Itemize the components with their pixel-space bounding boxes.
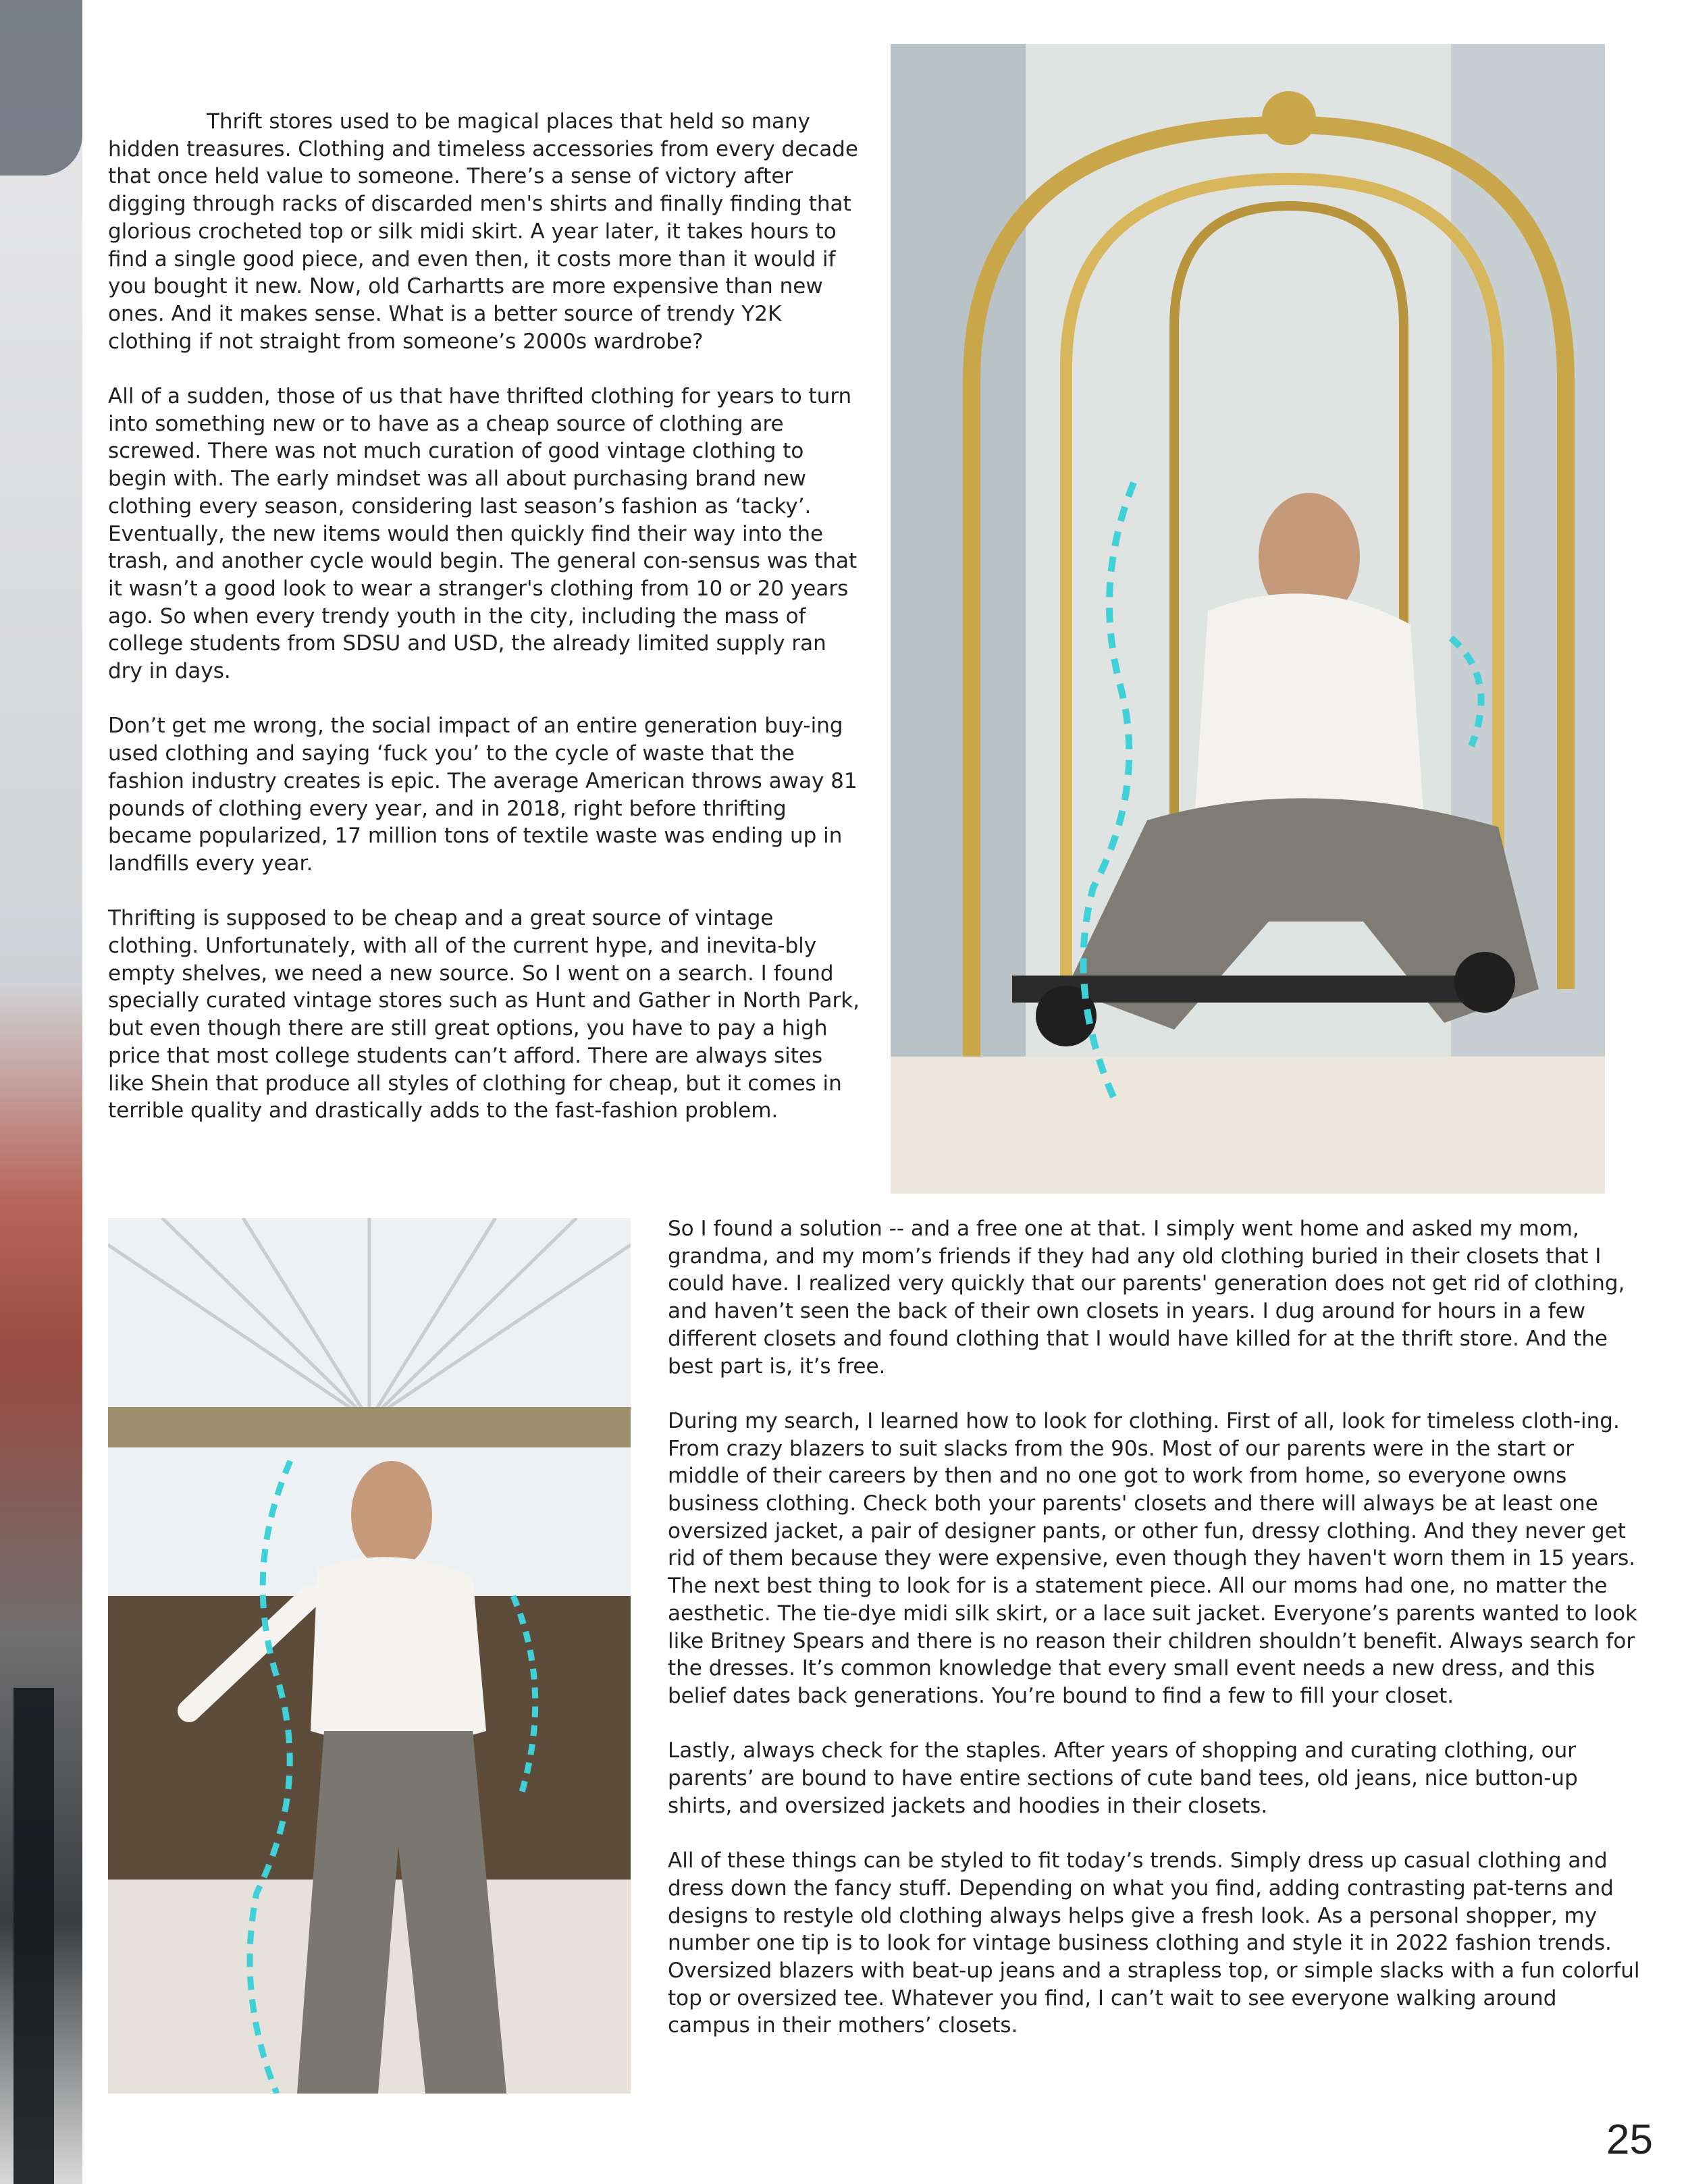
left-edge-photo-strip — [0, 0, 82, 2184]
article-column-top — [108, 108, 861, 1152]
paragraph: Lastly, always check for the staples. After years of shopping and curating clothing, our parents’ are bound to have entire sections of cute band tees, old jeans, nice button-up shirts, and oversized jackets and hoodies in their closets. — [668, 1738, 1578, 1818]
paragraph: Thrift stores used to be magical places that held so many hidden treasures. Clothing and timeless accessories from every decade that once held value to someone. There’s a sense of victory after digging through racks of discarded men's shirts and finally finding that glorious crocheted top or silk midi skirt. A year later, it takes hours to find a single good piece, and even then, it costs more than it would if you bought it new. Now, old Carhartts are more expensive than new ones. And it makes sense. What is a better source of trendy Y2K clothing if not straight from someone’s 2000s wardrobe? — [108, 109, 858, 354]
page-number: 25 — [1606, 2116, 1653, 2163]
paragraph: So I found a solution -- and a free one at that. I simply went home and asked my mom, grandma, and my mom’s friends if they had any old clothing buried in their closets that I could have. I realized very quickly that our parents' generation does not get rid of clothing, and haven’t seen the back of their own closets in years. I dug around for hours in a few different closets and found clothing that I would have killed for at the thrift store. And the best part is, it’s free. — [668, 1217, 1625, 1379]
photo-bellcart-portrait — [891, 44, 1605, 1194]
decorative-ironwork — [0, 0, 82, 176]
paragraph: All of a sudden, those of us that have thrifted clothing for years to turn into something new or to have as a cheap source of clothing are screwed. There was not much curation of good vintage clothing to begin with. The early mindset was all about purchasing brand new clothing every season, considering last season’s fashion as ‘tacky’. Eventually, the new items would then quickly find their way into the trash, and another cycle would begin. The general con-sensus was that it wasn’t a good look to wear a stranger's clothing from 10 or 20 years ago. So when every trendy youth in the city, including the mass of college students from SDSU and USD, the already limited supply ran dry in days. — [108, 384, 858, 684]
paragraph: All of these things can be styled to fit today’s trends. Simply dress up casual clothing and dress down the fancy stuff. Depending on what you find, adding contrasting pat-terns and designs to restyle old clothing always helps give a fresh look. As a personal shopper, my number one tip is to look for vintage business clothing and style it in 2022 fashion trends. Oversized blazers with beat-up jeans and a strapless top, or simple slacks with a fun colorful top or oversized tee. Whatever you find, I can’t wait to see everyone walking around campus in their mothers’ closets. — [668, 1848, 1640, 2038]
decorative-post — [14, 1688, 54, 2184]
photo-illustration — [108, 1218, 631, 2094]
photo-atrium-portrait — [108, 1218, 631, 2094]
paragraph: During my search, I learned how to look for clothing. First of all, look for timeless cloth-ing. From crazy blazers to suit slacks from the 90s. Most of our parents were in the start or middle of their careers by then and no one got to work from home, so everyone owns business clothing. Check both your parents' closets and there will always be at least one oversized jacket, a pair of designer pants, or other fun, dressy clothing. And they never get rid of them because they were expensive, even though they haven't worn them in 15 years. The next best thing to look for is a statement piece. All our moms had one, no matter the aesthetic. The tie-dye midi silk skirt, or a lace suit jacket. Everyone’s parents wanted to look like Britney Spears and there is no reason their children shouldn’t benefit. Always search for the dresses. It’s common knowledge that every small event needs a new dress, and this belief dates back generations. You’re bound to find a few to fill your closet. — [668, 1408, 1637, 1708]
article-column-bottom — [668, 1215, 1640, 2067]
paragraph: Don’t get me wrong, the social impact of an entire generation buy-ing used clothing and saying ‘fuck you’ to the cycle of waste that the fashion industry creates is epic. The average American throws away 81 pounds of clothing every year, and in 2018, right before thrifting became popularized, 17 million tons of textile waste was ending up in landfills every year. — [108, 714, 858, 876]
photo-illustration — [891, 44, 1605, 1194]
paragraph: Thrifting is supposed to be cheap and a great source of vintage clothing. Unfortunately, with all of the current hype, and inevita-bly empty shelves, we need a new source. So I went on a search. I found specially curated vintage stores such as Hunt and Gather in North Park, but even though there are still great options, you have to pay a high price that most college students can’t afford. There are always sites like Shein that produce all styles of clothing for cheap, but it comes in terrible quality and drastically adds to the fast-fashion problem. — [108, 906, 860, 1123]
